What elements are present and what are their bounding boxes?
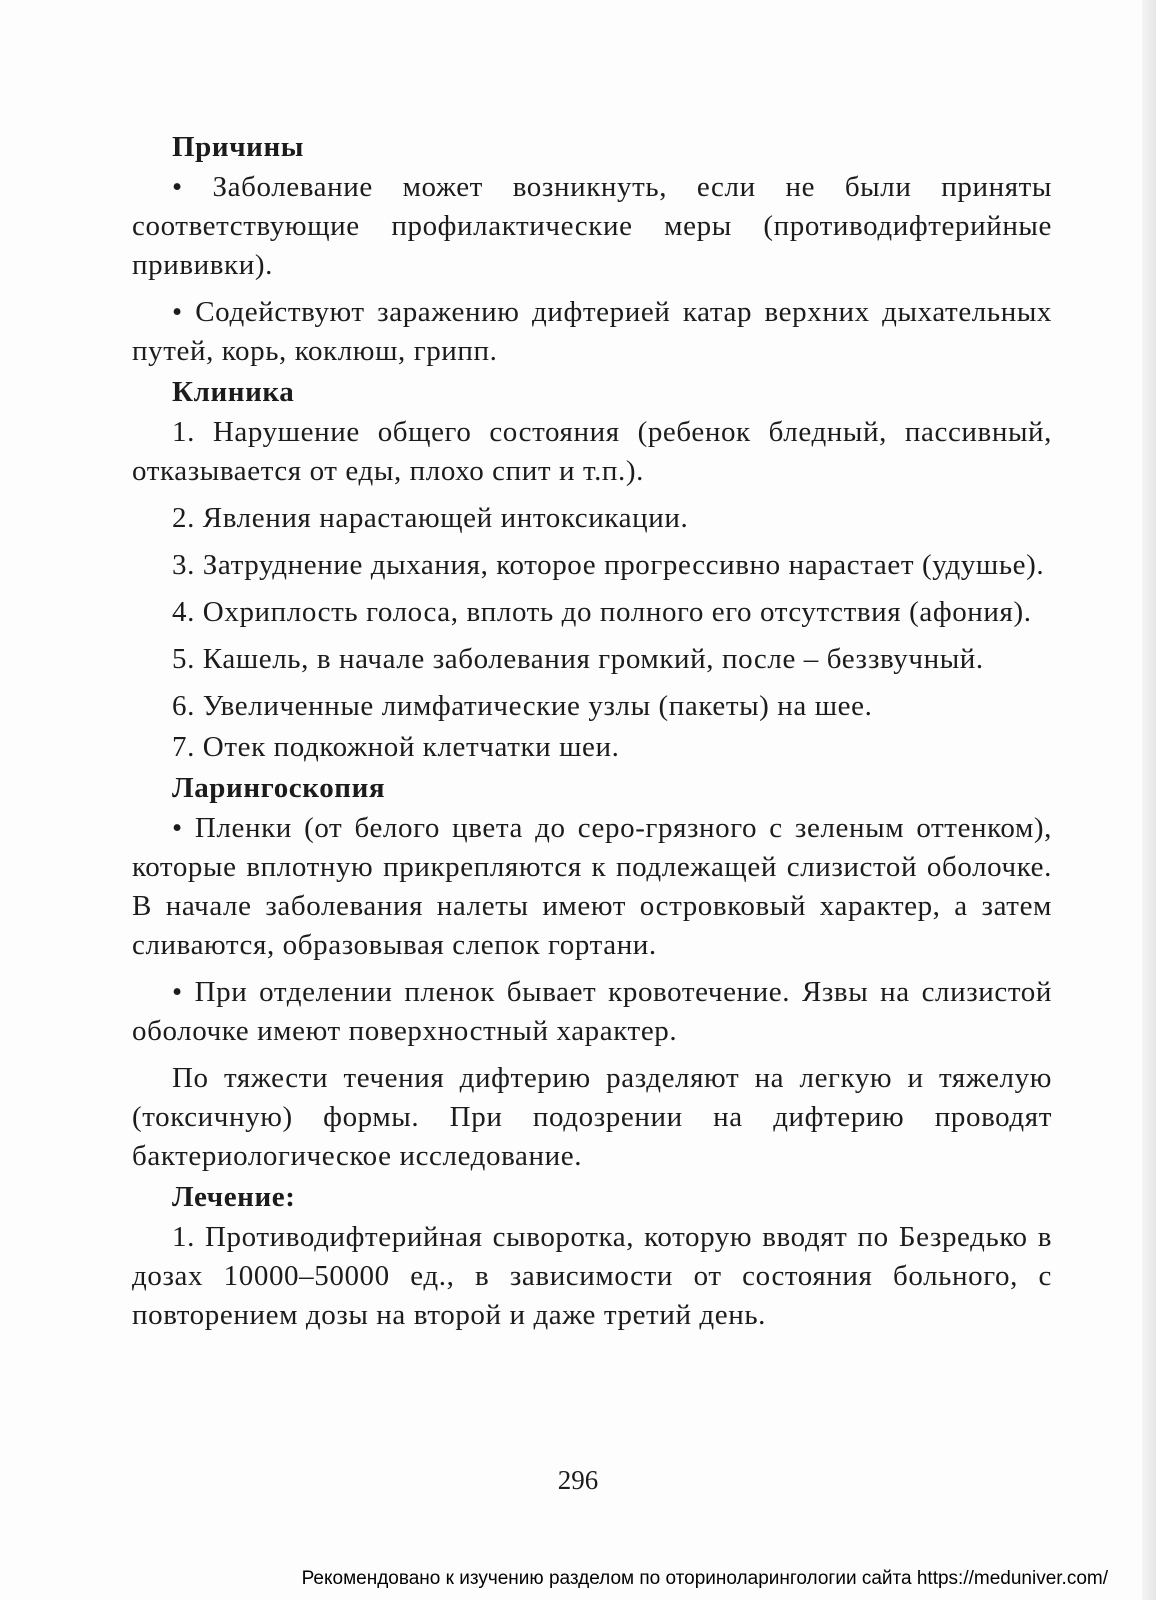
laryngoscopy-paragraph-1: • Пленки (от белого цвета до серо-грязного с зеленым оттенком), которые вплотную прикрепляются к подлежащей слизистой оболочке. В начале заболевания налеты имеют островковый характер, а затем сливаются, образовывая слепок гортани. bbox=[132, 812, 1052, 961]
heading-causes: Причины bbox=[172, 131, 305, 163]
footer-note: Рекомендовано к изучению разделом по оториноларингологии сайта https://meduniver.com/ bbox=[301, 1568, 1108, 1589]
page-number: 296 bbox=[557, 1465, 599, 1495]
clinic-item-7: 7. Отек подкожной клетчатки шеи. bbox=[172, 731, 620, 763]
laryngoscopy-paragraph-3: По тяжести течения дифтерию разделяют на легкую и тяжелую (токсичную) формы. При подозрении на дифтерию проводят бактериологическое исследование. bbox=[132, 1062, 1052, 1172]
heading-clinic: Клиника bbox=[172, 376, 295, 408]
clinic-item-6: 6. Увеличенные лимфатические узлы (пакеты) на шее. bbox=[172, 690, 873, 722]
treatment-paragraph-1: 1. Противодифтерийная сыворотка, которую вводят по Безредько в дозах 10000–50000 ед., в зависимости от состояния больного, с повторением дозы на второй и даже третий день. bbox=[132, 1221, 1052, 1331]
laryngoscopy-paragraph-2: • При отделении пленок бывает кровотечение. Язвы на слизистой оболочке имеют поверхностный характер. bbox=[132, 976, 1052, 1047]
page-content bbox=[132, 128, 1052, 1343]
scan-edge bbox=[1142, 0, 1156, 1600]
causes-paragraph-1: • Заболевание может возникнуть, если не были приняты соответствующие профилактические меры (противодифтерийные прививки). bbox=[132, 171, 1052, 281]
clinic-item-1: 1. Нарушение общего состояния (ребенок бледный, пассивный, отказывается от еды, плохо спит и т.п.). bbox=[132, 416, 1052, 487]
clinic-item-5: 5. Кашель, в начале заболевания громкий, после – беззвучный. bbox=[172, 643, 984, 675]
heading-laryngoscopy: Ларингоскопия bbox=[172, 772, 386, 804]
clinic-item-3: 3. Затруднение дыхания, которое прогрессивно нарастает (удушье). bbox=[172, 549, 1045, 581]
causes-paragraph-2: • Содействуют заражению дифтерией катар верхних дыхательных путей, корь, коклюш, грипп. bbox=[132, 296, 1052, 367]
clinic-item-4: 4. Охриплость голоса, вплоть до полного его отсутствия (афония). bbox=[172, 596, 1032, 628]
clinic-item-2: 2. Явления нарастающей интоксикации. bbox=[172, 502, 689, 534]
heading-treatment: Лечение: bbox=[172, 1181, 296, 1213]
